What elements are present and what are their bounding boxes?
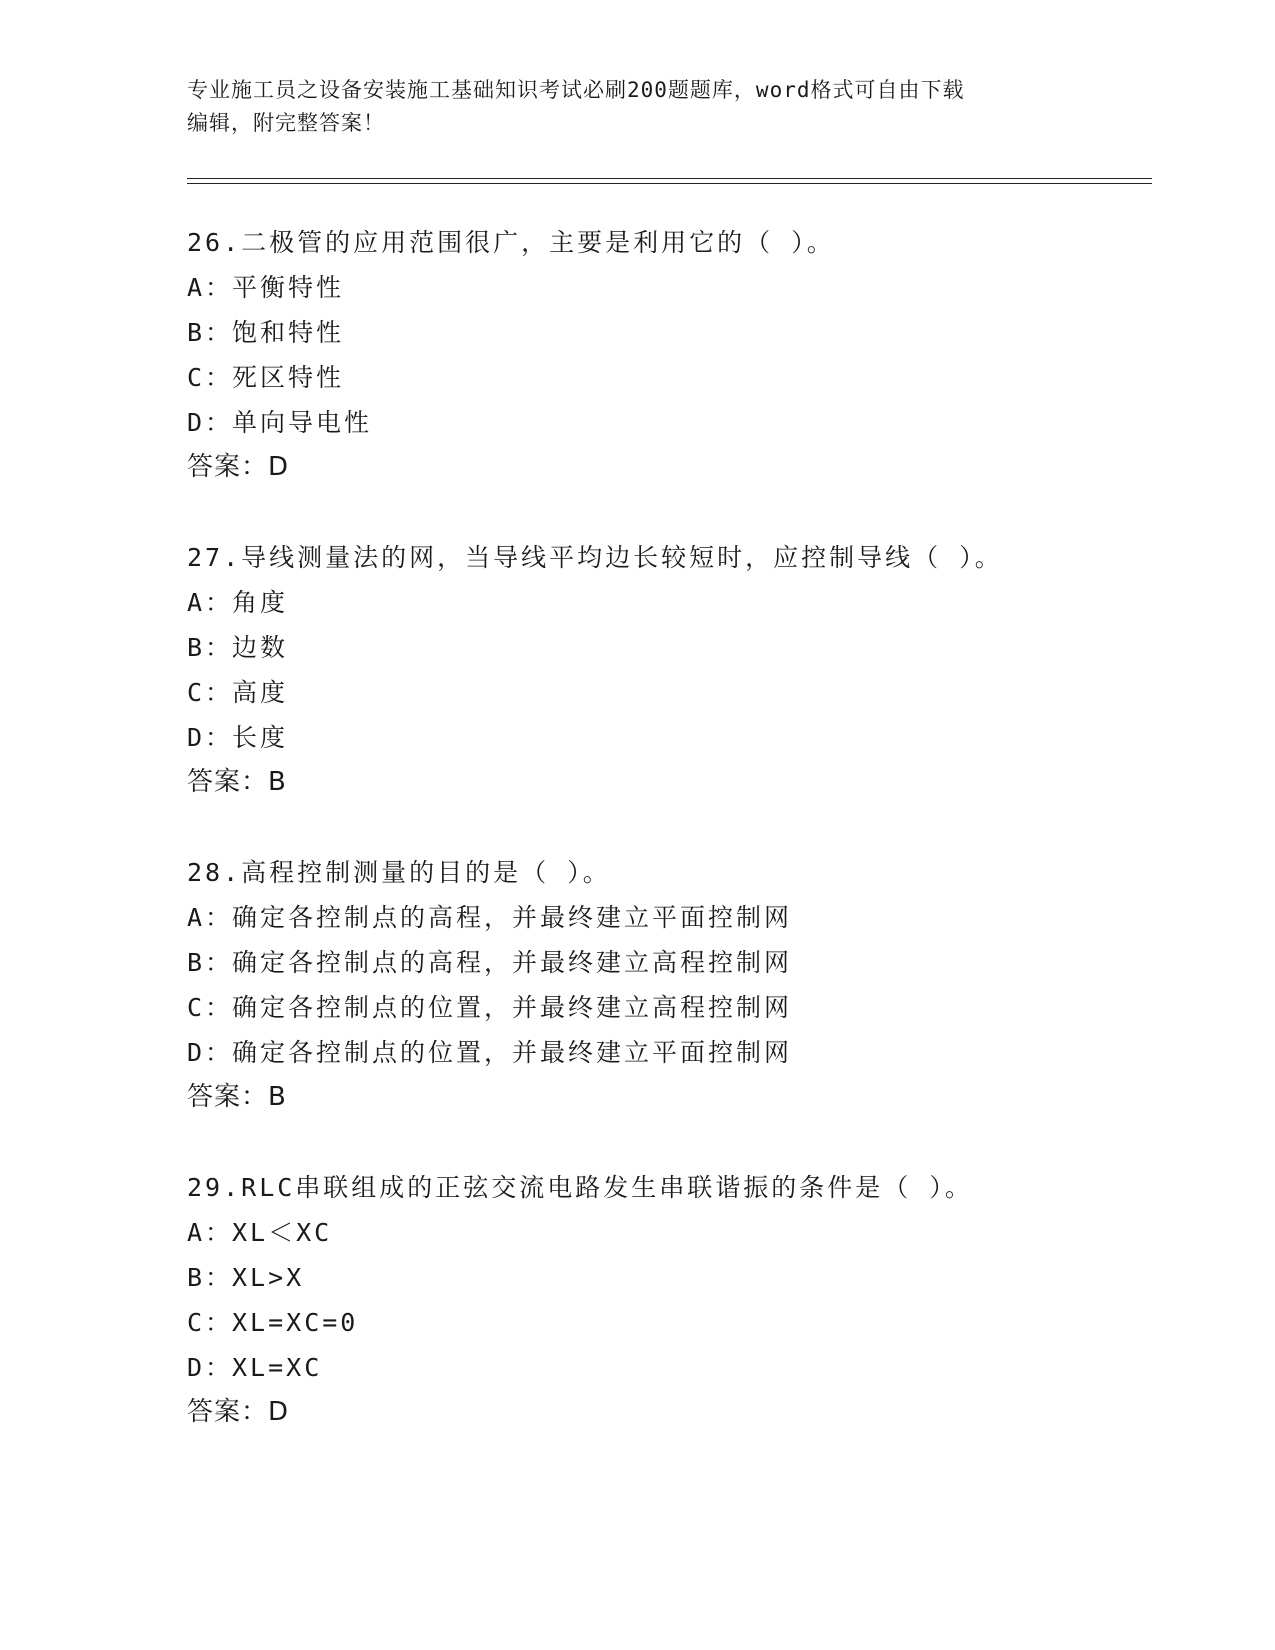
question-list	[187, 220, 1147, 1480]
option-key: D：	[187, 1353, 234, 1382]
option-text: 饱和特性	[232, 318, 345, 347]
question-stem: 27.导线测量法的网，当导线平均边长较短时，应控制导线（ ）。	[187, 543, 1003, 572]
option-c	[187, 670, 1147, 715]
answer-line: 答案：B	[187, 767, 287, 797]
question-stem: 29.RLC串联组成的正弦交流电路发生串联谐振的条件是（ ）。	[187, 1173, 973, 1202]
option-c	[187, 1300, 1147, 1345]
option-a	[187, 895, 1147, 940]
option-key: D：	[187, 723, 234, 752]
question-stem: 28.高程控制测量的目的是（ ）。	[187, 858, 611, 887]
option-text: 长度	[232, 723, 289, 752]
answer-line: 答案：D	[187, 1397, 290, 1427]
option-text: 高度	[232, 678, 289, 707]
option-text: 平衡特性	[232, 273, 345, 302]
option-key: B：	[187, 318, 234, 347]
question-29	[187, 1165, 1147, 1435]
option-key: A：	[187, 273, 234, 302]
option-key: A：	[187, 903, 234, 932]
document-header	[187, 74, 1067, 140]
option-a	[187, 1210, 1147, 1255]
option-d	[187, 400, 1147, 445]
option-b	[187, 310, 1147, 355]
option-key: B：	[187, 633, 234, 662]
option-c	[187, 355, 1147, 400]
option-a	[187, 580, 1147, 625]
question-stem: 26.二极管的应用范围很广，主要是利用它的（ ）。	[187, 228, 835, 257]
option-text: 确定各控制点的位置，并最终建立高程控制网	[232, 993, 793, 1022]
option-b	[187, 1255, 1147, 1300]
option-a	[187, 265, 1147, 310]
option-text: XL>X	[232, 1263, 305, 1292]
option-key: A：	[187, 588, 234, 617]
header-divider-bottom	[187, 183, 1152, 184]
option-key: C：	[187, 363, 234, 392]
option-text: XL＜XC	[232, 1218, 333, 1247]
option-text: 确定各控制点的高程，并最终建立平面控制网	[232, 903, 793, 932]
question-26	[187, 220, 1147, 490]
option-key: D：	[187, 1038, 234, 1067]
header-line-1: 专业施工员之设备安装施工基础知识考试必刷200题题库，word格式可自由下载	[187, 78, 965, 102]
answer-line: 答案：D	[187, 452, 290, 482]
option-key: B：	[187, 948, 234, 977]
option-text: 边数	[232, 633, 289, 662]
option-text: 角度	[232, 588, 289, 617]
question-27	[187, 535, 1147, 805]
option-b	[187, 940, 1147, 985]
option-key: C：	[187, 678, 234, 707]
option-b	[187, 625, 1147, 670]
option-d	[187, 715, 1147, 760]
option-text: 死区特性	[232, 363, 345, 392]
option-text: 确定各控制点的高程，并最终建立高程控制网	[232, 948, 793, 977]
option-text: XL=XC=0	[232, 1308, 359, 1337]
option-key: C：	[187, 993, 234, 1022]
option-key: B：	[187, 1263, 234, 1292]
header-line-2: 编辑，附完整答案！	[187, 111, 385, 135]
option-d	[187, 1030, 1147, 1075]
option-key: A：	[187, 1218, 234, 1247]
option-key: C：	[187, 1308, 234, 1337]
option-key: D：	[187, 408, 234, 437]
answer-line: 答案：B	[187, 1082, 287, 1112]
option-c	[187, 985, 1147, 1030]
option-text: 单向导电性	[232, 408, 373, 437]
option-text: XL=XC	[232, 1353, 323, 1382]
header-divider-top	[187, 178, 1152, 179]
question-28	[187, 850, 1147, 1120]
option-d	[187, 1345, 1147, 1390]
option-text: 确定各控制点的位置，并最终建立平面控制网	[232, 1038, 793, 1067]
